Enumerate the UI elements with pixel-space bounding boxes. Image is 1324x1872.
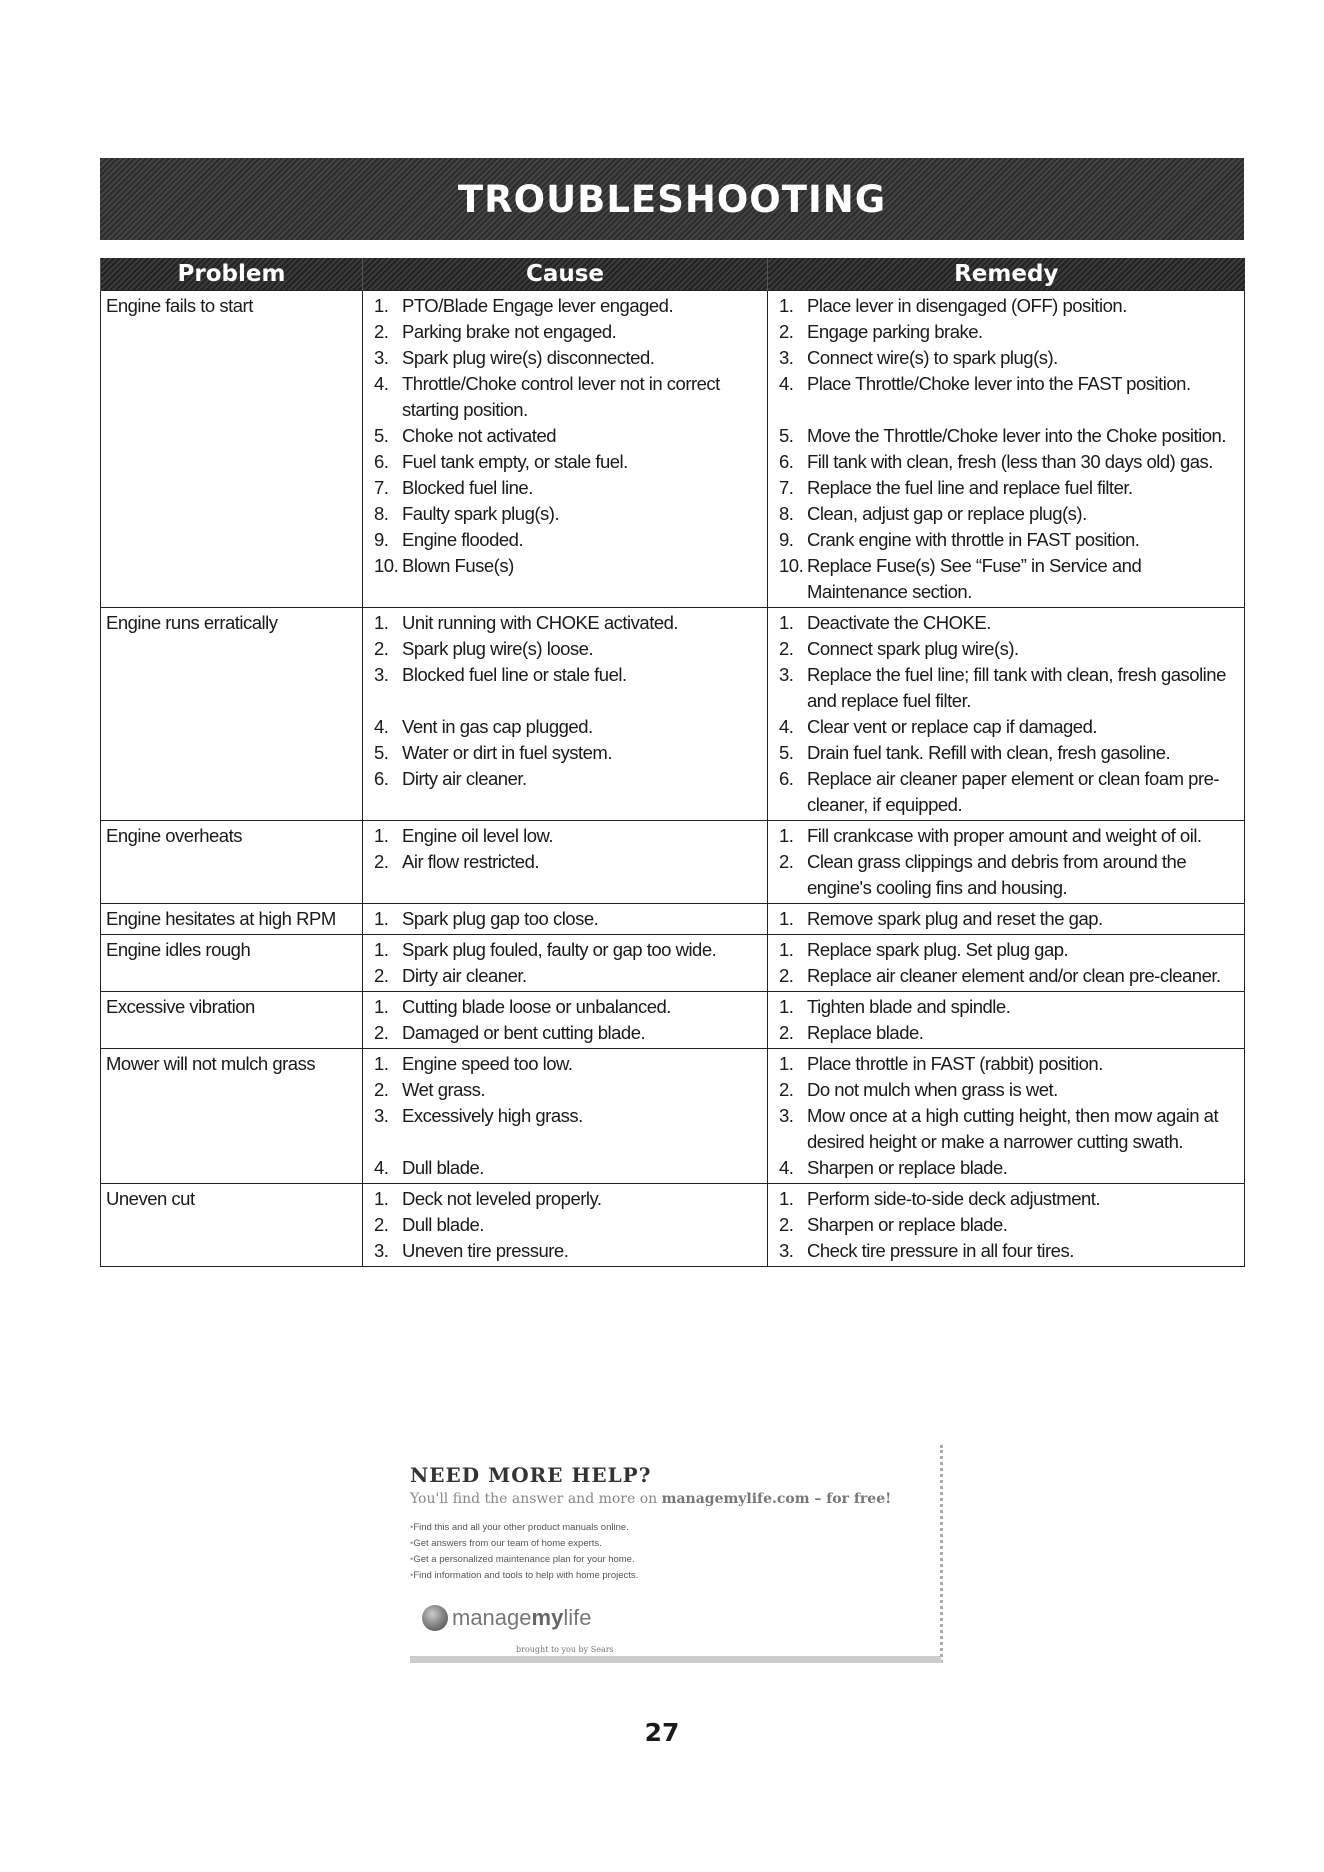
item-text: Sharpen or replace blade. <box>807 1156 1008 1178</box>
item-number: 3. <box>779 1104 794 1126</box>
remedy-item <box>773 662 1240 714</box>
item-number: 1. <box>779 824 794 846</box>
cause-item <box>368 345 763 371</box>
cause-item <box>368 662 763 714</box>
item-number: 1. <box>374 1187 389 1209</box>
problem-cell: Mower will not mulch grass <box>101 1048 363 1183</box>
item-number: 8. <box>374 502 389 524</box>
managemylife-logo <box>422 1605 591 1631</box>
cause-list <box>368 906 763 932</box>
remedy-cell <box>768 820 1245 903</box>
item-number: 3. <box>374 1104 389 1126</box>
item-number: 8. <box>779 502 794 524</box>
remedy-item <box>773 963 1240 989</box>
cause-list <box>368 610 763 818</box>
remedy-item <box>773 1186 1240 1212</box>
item-number: 4. <box>374 1156 389 1178</box>
cause-item <box>368 319 763 345</box>
item-text: Blown Fuse(s) <box>402 554 514 576</box>
remedy-list <box>773 994 1240 1046</box>
item-text: Replace spark plug. Set plug gap. <box>807 938 1069 960</box>
item-number: 2. <box>779 637 794 659</box>
table-row <box>101 934 1245 991</box>
remedy-item <box>773 1077 1240 1103</box>
item-text: Replace air cleaner paper element or clean foam pre-cleaner, if equipped. <box>807 767 1220 815</box>
remedy-item <box>773 714 1240 740</box>
logo-text-manage: manage <box>452 1605 532 1630</box>
item-text: Sharpen or replace blade. <box>807 1213 1008 1235</box>
item-text: Faulty spark plug(s). <box>402 502 560 524</box>
item-number: 1. <box>779 294 794 316</box>
cause-item <box>368 937 763 963</box>
item-text: Connect wire(s) to spark plug(s). <box>807 346 1058 368</box>
item-number: 6. <box>779 450 794 472</box>
cause-item <box>368 636 763 662</box>
item-number: 4. <box>779 1156 794 1178</box>
remedy-item <box>773 1155 1240 1181</box>
cause-item <box>368 849 763 901</box>
item-text: PTO/Blade Engage lever engaged. <box>402 294 674 316</box>
item-text: Tighten blade and spindle. <box>807 995 1011 1017</box>
item-number: 2. <box>779 1021 794 1043</box>
item-text: Dirty air cleaner. <box>402 964 527 986</box>
remedy-cell <box>768 607 1245 820</box>
item-text: Crank engine with throttle in FAST position. <box>807 528 1140 550</box>
remedy-item <box>773 1051 1240 1077</box>
item-number: 5. <box>374 741 389 763</box>
logo-text-my: my <box>531 1605 564 1630</box>
cause-item <box>368 963 763 989</box>
item-number: 2. <box>374 1213 389 1235</box>
problem-cell: Excessive vibration <box>101 991 363 1048</box>
item-text: Spark plug fouled, faulty or gap too wide. <box>402 938 717 960</box>
item-number: 9. <box>374 528 389 550</box>
remedy-cell <box>768 991 1245 1048</box>
item-text: Clear vent or replace cap if damaged. <box>807 715 1098 737</box>
remedy-item <box>773 553 1240 605</box>
remedy-item <box>773 740 1240 766</box>
remedy-item <box>773 475 1240 501</box>
item-text: Replace the fuel line and replace fuel filter. <box>807 476 1133 498</box>
cause-item <box>368 823 763 849</box>
item-text: Deactivate the CHOKE. <box>807 611 991 633</box>
item-number: 7. <box>779 476 794 498</box>
item-number: 3. <box>779 663 794 685</box>
item-number: 2. <box>779 320 794 342</box>
table-row <box>101 1048 1245 1183</box>
remedy-item <box>773 293 1240 319</box>
cause-item <box>368 501 763 527</box>
problem-cell: Engine overheats <box>101 820 363 903</box>
item-number: 5. <box>374 424 389 446</box>
item-text: Replace the fuel line; fill tank with clean, fresh gasoline and replace fuel filter. <box>807 663 1226 711</box>
table-row <box>101 607 1245 820</box>
cause-item <box>368 1238 763 1264</box>
table-row <box>101 1183 1245 1266</box>
logo-ball-icon <box>422 1605 448 1631</box>
item-number: 2. <box>779 850 794 872</box>
brought-by-text: brought to you by Sears <box>516 1645 614 1654</box>
cause-item <box>368 1212 763 1238</box>
remedy-item <box>773 501 1240 527</box>
remedy-item <box>773 1238 1240 1264</box>
item-text: Clean grass clippings and debris from around the engine's cooling fins and housing. <box>807 850 1187 898</box>
item-text: Perform side-to-side deck adjustment. <box>807 1187 1101 1209</box>
item-text: Place Throttle/Choke lever into the FAST position. <box>807 372 1191 394</box>
cause-item <box>368 1155 763 1181</box>
item-text: Move the Throttle/Choke lever into the Choke position. <box>807 424 1226 446</box>
remedy-cell <box>768 903 1245 934</box>
remedy-item <box>773 636 1240 662</box>
item-text: Drain fuel tank. Refill with clean, fresh gasoline. <box>807 741 1171 763</box>
help-bullet: • Find information and tools to help with home projects. <box>410 1568 638 1584</box>
remedy-cell <box>768 1048 1245 1183</box>
problem-cell: Uneven cut <box>101 1183 363 1266</box>
remedy-list <box>773 293 1240 605</box>
item-number: 2. <box>779 1213 794 1235</box>
item-number: 5. <box>779 424 794 446</box>
remedy-item <box>773 1212 1240 1238</box>
item-text: Spark plug wire(s) disconnected. <box>402 346 655 368</box>
item-text: Place lever in disengaged (OFF) position. <box>807 294 1127 316</box>
item-text: Engage parking brake. <box>807 320 983 342</box>
remedy-item <box>773 766 1240 818</box>
cause-item <box>368 553 763 605</box>
item-number: 3. <box>779 346 794 368</box>
cause-item <box>368 371 763 423</box>
item-number: 1. <box>374 611 389 633</box>
cause-item <box>368 423 763 449</box>
troubleshooting-table <box>100 258 1245 1267</box>
remedy-item <box>773 319 1240 345</box>
item-number: 10. <box>374 554 399 576</box>
item-text: Replace Fuse(s) See “Fuse” in Service and Maintenance section. <box>807 554 1142 602</box>
cause-item <box>368 1186 763 1212</box>
page-title: TROUBLESHOOTING <box>457 177 887 221</box>
item-text: Spark plug wire(s) loose. <box>402 637 594 659</box>
cause-item <box>368 766 763 818</box>
item-number: 2. <box>374 1021 389 1043</box>
remedy-item <box>773 849 1240 901</box>
item-text: Dull blade. <box>402 1213 484 1235</box>
remedy-item <box>773 823 1240 849</box>
item-text: Dirty air cleaner. <box>402 767 527 789</box>
item-text: Wet grass. <box>402 1078 486 1100</box>
remedy-item <box>773 610 1240 636</box>
remedy-cell <box>768 1183 1245 1266</box>
cause-cell <box>363 290 768 607</box>
item-text: Damaged or bent cutting blade. <box>402 1021 646 1043</box>
item-number: 3. <box>374 663 389 685</box>
remedy-list <box>773 1051 1240 1181</box>
problem-cell: Engine idles rough <box>101 934 363 991</box>
item-text: Dull blade. <box>402 1156 484 1178</box>
item-number: 1. <box>374 824 389 846</box>
cause-item <box>368 1077 763 1103</box>
item-number: 6. <box>374 767 389 789</box>
item-text: Vent in gas cap plugged. <box>402 715 593 737</box>
item-number: 1. <box>374 995 389 1017</box>
item-number: 1. <box>374 938 389 960</box>
item-text: Fill crankcase with proper amount and weight of oil. <box>807 824 1202 846</box>
column-header-remedy: Remedy <box>768 258 1245 290</box>
item-number: 4. <box>779 715 794 737</box>
cause-cell <box>363 934 768 991</box>
item-number: 2. <box>374 637 389 659</box>
problem-cell: Engine hesitates at high RPM <box>101 903 363 934</box>
cause-list <box>368 1186 763 1264</box>
help-bullet: • Get a personalized maintenance plan for your home. <box>410 1552 638 1568</box>
cause-cell <box>363 903 768 934</box>
help-bullet: • Get answers from our team of home experts. <box>410 1536 638 1552</box>
item-number: 9. <box>779 528 794 550</box>
help-subtitle-text: You'll find the answer and more on <box>410 1491 662 1507</box>
table-header-row <box>101 258 1245 290</box>
cause-cell <box>363 820 768 903</box>
cause-cell <box>363 1183 768 1266</box>
remedy-item <box>773 1103 1240 1155</box>
table-row <box>101 820 1245 903</box>
remedy-list <box>773 937 1240 989</box>
cause-list <box>368 823 763 901</box>
item-number: 3. <box>374 1239 389 1261</box>
help-subtitle-site: managemylife.com – for free! <box>661 1491 892 1507</box>
item-text: Cutting blade loose or unbalanced. <box>402 995 671 1017</box>
item-number: 2. <box>374 850 389 872</box>
cause-item <box>368 449 763 475</box>
item-text: Engine flooded. <box>402 528 524 550</box>
remedy-item <box>773 1020 1240 1046</box>
table-row <box>101 290 1245 607</box>
remedy-item <box>773 449 1240 475</box>
item-text: Connect spark plug wire(s). <box>807 637 1019 659</box>
item-number: 1. <box>374 907 389 929</box>
column-header-problem: Problem <box>101 258 363 290</box>
item-text: Blocked fuel line or stale fuel. <box>402 663 627 685</box>
help-subtitle <box>410 1491 891 1507</box>
item-text: Place throttle in FAST (rabbit) position. <box>807 1052 1103 1074</box>
item-number: 2. <box>779 1078 794 1100</box>
cause-item <box>368 1103 763 1155</box>
item-text: Water or dirt in fuel system. <box>402 741 612 763</box>
item-text: Deck not leveled properly. <box>402 1187 602 1209</box>
cause-item <box>368 475 763 501</box>
item-number: 1. <box>779 938 794 960</box>
cause-item <box>368 1051 763 1077</box>
item-text: Check tire pressure in all four tires. <box>807 1239 1074 1261</box>
item-text: Remove spark plug and reset the gap. <box>807 907 1103 929</box>
cause-list <box>368 937 763 989</box>
remedy-item <box>773 994 1240 1020</box>
remedy-item <box>773 345 1240 371</box>
cause-item <box>368 906 763 932</box>
item-text: Engine oil level low. <box>402 824 553 846</box>
cause-cell <box>363 1048 768 1183</box>
item-text: Replace blade. <box>807 1021 924 1043</box>
help-bullet-list <box>410 1520 638 1584</box>
table-row <box>101 903 1245 934</box>
item-text: Clean, adjust gap or replace plug(s). <box>807 502 1087 524</box>
item-number: 5. <box>779 741 794 763</box>
item-text: Blocked fuel line. <box>402 476 533 498</box>
item-number: 4. <box>374 372 389 394</box>
problem-cell: Engine fails to start <box>101 290 363 607</box>
item-number: 2. <box>779 964 794 986</box>
cause-item <box>368 293 763 319</box>
cause-cell <box>363 607 768 820</box>
remedy-cell <box>768 934 1245 991</box>
item-number: 1. <box>779 907 794 929</box>
item-number: 4. <box>374 715 389 737</box>
cause-cell <box>363 991 768 1048</box>
remedy-item <box>773 371 1240 423</box>
remedy-list <box>773 610 1240 818</box>
cause-item <box>368 994 763 1020</box>
remedy-cell <box>768 290 1245 607</box>
item-text: Parking brake not engaged. <box>402 320 617 342</box>
item-number: 10. <box>779 554 804 576</box>
item-text: Unit running with CHOKE activated. <box>402 611 679 633</box>
item-number: 1. <box>374 1052 389 1074</box>
cause-list <box>368 1051 763 1181</box>
cause-item <box>368 740 763 766</box>
cause-list <box>368 994 763 1046</box>
item-text: Air flow restricted. <box>402 850 540 872</box>
item-number: 6. <box>374 450 389 472</box>
cause-item <box>368 1020 763 1046</box>
need-more-help-ad <box>410 1445 943 1663</box>
help-bullet: • Find this and all your other product manuals online. <box>410 1520 638 1536</box>
remedy-list <box>773 1186 1240 1264</box>
item-number: 1. <box>779 1052 794 1074</box>
item-number: 1. <box>779 1187 794 1209</box>
item-text: Throttle/Choke control lever not in correct starting position. <box>402 372 720 420</box>
item-text: Uneven tire pressure. <box>402 1239 569 1261</box>
cause-item <box>368 527 763 553</box>
cause-item <box>368 714 763 740</box>
item-number: 3. <box>374 346 389 368</box>
item-text: Engine speed too low. <box>402 1052 573 1074</box>
item-text: Fill tank with clean, fresh (less than 30 days old) gas. <box>807 450 1213 472</box>
item-number: 1. <box>779 995 794 1017</box>
title-banner <box>100 158 1244 240</box>
item-number: 3. <box>779 1239 794 1261</box>
item-text: Fuel tank empty, or stale fuel. <box>402 450 628 472</box>
item-text: Replace air cleaner element and/or clean pre-cleaner. <box>807 964 1221 986</box>
item-text: Choke not activated <box>402 424 557 446</box>
item-number: 7. <box>374 476 389 498</box>
item-text: Spark plug gap too close. <box>402 907 599 929</box>
table-row <box>101 991 1245 1048</box>
remedy-item <box>773 937 1240 963</box>
remedy-list <box>773 906 1240 932</box>
item-number: 4. <box>779 372 794 394</box>
problem-cell: Engine runs erratically <box>101 607 363 820</box>
item-number: 2. <box>374 320 389 342</box>
item-text: Mow once at a high cutting height, then mow again at desired height or make a narrower cutting swath. <box>807 1104 1219 1152</box>
item-text: Excessively high grass. <box>402 1104 583 1126</box>
remedy-item <box>773 906 1240 932</box>
item-number: 6. <box>779 767 794 789</box>
cause-item <box>368 610 763 636</box>
remedy-item <box>773 527 1240 553</box>
item-number: 2. <box>374 964 389 986</box>
logo-text-life: life <box>563 1605 592 1630</box>
item-number: 1. <box>779 611 794 633</box>
remedy-item <box>773 423 1240 449</box>
item-number: 2. <box>374 1078 389 1100</box>
page-number: 27 <box>644 1718 680 1747</box>
column-header-cause: Cause <box>363 258 768 290</box>
help-title: NEED MORE HELP? <box>410 1463 652 1487</box>
cause-list <box>368 293 763 605</box>
remedy-list <box>773 823 1240 901</box>
item-number: 1. <box>374 294 389 316</box>
item-text: Do not mulch when grass is wet. <box>807 1078 1058 1100</box>
